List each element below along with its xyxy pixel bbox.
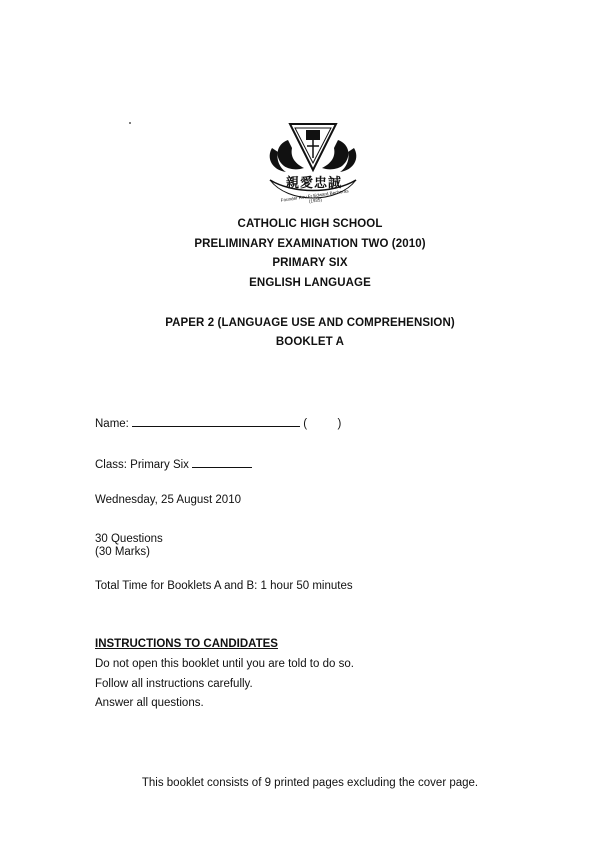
subject-title: ENGLISH LANGUAGE xyxy=(249,277,371,289)
exam-date: Wednesday, 25 August 2010 xyxy=(95,494,241,506)
crest-motto: 親愛忠誠 xyxy=(286,176,343,191)
paper-title: PAPER 2 (LANGUAGE USE AND COMPREHENSION) xyxy=(165,317,455,329)
exam-title: PRELIMINARY EXAMINATION TWO (2010) xyxy=(194,238,426,250)
question-count: 30 Questions xyxy=(95,533,163,545)
class-field xyxy=(95,457,252,471)
name-label: Name: xyxy=(95,418,129,430)
name-paren-close: ) xyxy=(337,418,342,430)
instruction-item: Do not open this booklet until you are told to do so. xyxy=(95,658,354,670)
name-paren-open: ( xyxy=(303,418,308,430)
class-line xyxy=(192,457,252,468)
marks-count: (30 Marks) xyxy=(95,546,150,558)
booklet-title: BOOKLET A xyxy=(275,336,345,348)
crest-ribbon-text: Founder Rev Fr Edward Becheras (1935) xyxy=(280,188,349,204)
instructions-heading: INSTRUCTIONS TO CANDIDATES xyxy=(95,638,278,650)
instruction-item: Answer all questions. xyxy=(95,697,204,709)
page-count-note: This booklet consists of 9 printed pages excluding the cover page. xyxy=(141,777,479,789)
level-title: PRIMARY SIX xyxy=(272,257,348,269)
school-name: CATHOLIC HIGH SCHOOL xyxy=(237,218,383,230)
name-line xyxy=(132,416,300,427)
scan-speck xyxy=(129,122,131,124)
school-crest xyxy=(258,118,368,210)
instruction-item: Follow all instructions carefully. xyxy=(95,678,253,690)
total-time: Total Time for Booklets A and B: 1 hour 50 minutes xyxy=(95,580,353,592)
class-label: Class: Primary Six xyxy=(95,459,189,471)
name-field xyxy=(95,416,341,430)
